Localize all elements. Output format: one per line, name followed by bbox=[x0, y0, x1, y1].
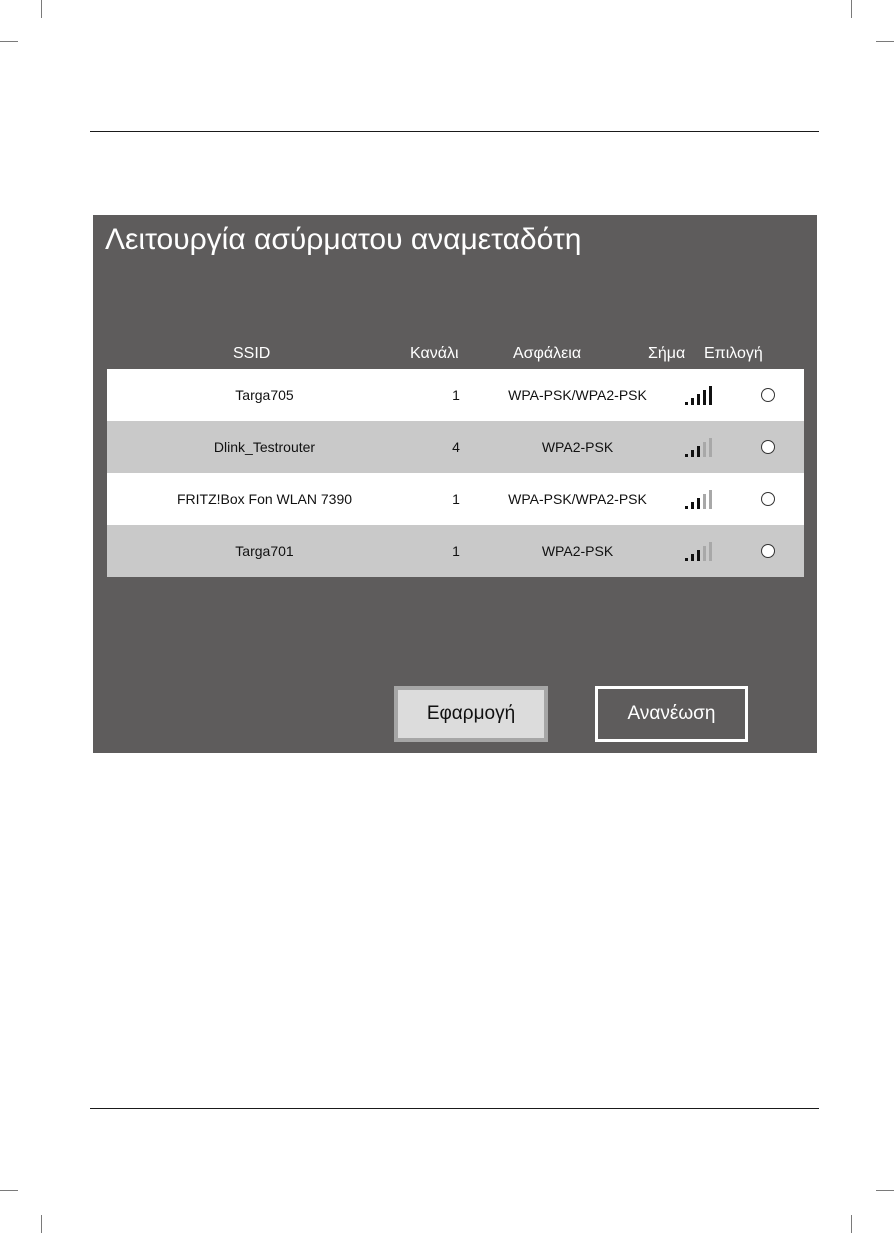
signal-strength-icon bbox=[685, 490, 715, 509]
signal-bar bbox=[691, 398, 694, 405]
network-ssid: Targa701 bbox=[235, 543, 294, 559]
crop-mark-bottom-right-v bbox=[851, 1215, 852, 1233]
header-rule bbox=[90, 131, 819, 132]
network-ssid: FRITZ!Box Fon WLAN 7390 bbox=[176, 491, 353, 507]
apply-button[interactable]: Εφαρμογή bbox=[394, 686, 548, 742]
crop-mark-bottom-left-h bbox=[0, 1190, 18, 1191]
network-channel: 1 bbox=[452, 387, 460, 403]
network-channel: 4 bbox=[452, 439, 460, 455]
signal-bar bbox=[697, 498, 700, 509]
column-header-channel: Κανάλι bbox=[410, 345, 459, 362]
repeater-panel bbox=[93, 215, 817, 753]
crop-mark-top-right-v bbox=[851, 0, 852, 18]
signal-bar bbox=[685, 402, 688, 405]
signal-bar bbox=[703, 494, 706, 509]
crop-mark-top-right-h bbox=[876, 41, 894, 42]
crop-mark-bottom-left-v bbox=[41, 1215, 42, 1233]
column-header-ssid: SSID bbox=[233, 345, 271, 362]
signal-bar bbox=[685, 506, 688, 509]
signal-strength-icon bbox=[685, 438, 715, 457]
crop-mark-bottom-right-h bbox=[876, 1190, 894, 1191]
network-select-radio[interactable] bbox=[761, 388, 775, 402]
signal-bar bbox=[697, 394, 700, 405]
signal-bar bbox=[709, 438, 712, 457]
signal-bar bbox=[709, 542, 712, 561]
crop-mark-top-left-h bbox=[0, 41, 18, 42]
refresh-button[interactable]: Ανανέωση bbox=[595, 686, 748, 742]
signal-bar bbox=[697, 550, 700, 561]
network-table bbox=[107, 369, 804, 577]
network-security: WPA2-PSK bbox=[541, 543, 614, 559]
column-header-security: Ασφάλεια bbox=[513, 345, 582, 362]
network-row[interactable] bbox=[107, 369, 804, 421]
network-ssid: Targa705 bbox=[235, 387, 294, 403]
network-row[interactable] bbox=[107, 421, 804, 473]
signal-bar bbox=[703, 390, 706, 405]
signal-bar bbox=[703, 546, 706, 561]
network-select-radio[interactable] bbox=[761, 544, 775, 558]
network-select-radio[interactable] bbox=[761, 440, 775, 454]
signal-bar bbox=[691, 450, 694, 457]
footer-rule bbox=[90, 1108, 819, 1109]
network-channel: 1 bbox=[452, 491, 460, 507]
network-row[interactable] bbox=[107, 473, 804, 525]
network-select-radio[interactable] bbox=[761, 492, 775, 506]
signal-bar bbox=[685, 558, 688, 561]
signal-bar bbox=[685, 454, 688, 457]
network-security: WPA2-PSK bbox=[541, 439, 614, 455]
network-ssid: Dlink_Testrouter bbox=[213, 439, 316, 455]
signal-bar bbox=[697, 446, 700, 457]
signal-strength-icon bbox=[685, 386, 715, 405]
signal-bar bbox=[691, 554, 694, 561]
page-title: Λειτουργία ασύρματου αναμεταδότη bbox=[105, 223, 582, 256]
network-channel: 1 bbox=[452, 543, 460, 559]
signal-bar bbox=[709, 386, 712, 405]
crop-mark-top-left-v bbox=[41, 0, 42, 18]
network-row[interactable] bbox=[107, 525, 804, 577]
signal-bar bbox=[691, 502, 694, 509]
network-security: WPA-PSK/WPA2-PSK bbox=[508, 491, 647, 507]
network-security: WPA-PSK/WPA2-PSK bbox=[508, 387, 647, 403]
column-header-signal: Σήμα bbox=[648, 345, 686, 362]
signal-bar bbox=[703, 442, 706, 457]
column-header-select: Επιλογή bbox=[704, 345, 763, 362]
signal-bar bbox=[709, 490, 712, 509]
signal-strength-icon bbox=[685, 542, 715, 561]
